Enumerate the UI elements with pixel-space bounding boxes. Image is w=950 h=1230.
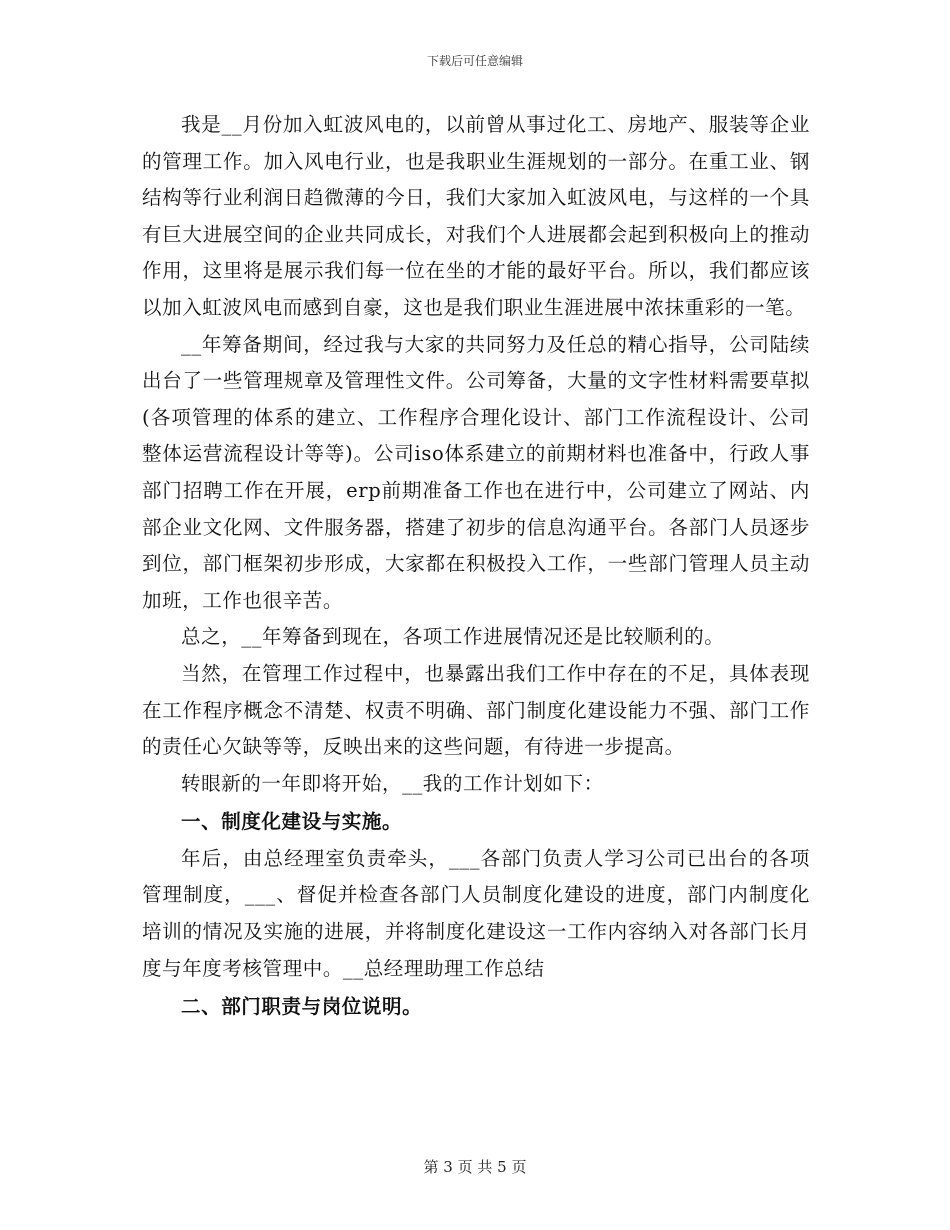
section-heading-2: 二、部门职责与岗位说明。	[181, 995, 423, 1019]
paragraph-system-building: 年后，由总经理室负责牵头，___各部门负责人学习公司已出台的各项管理制度，___、督促并检查各部门人员制度化建设的进度，部门内制度化培训的情况及实施的进展，并将制度化建设这一工作内容纳入对各部门长月度与年度考核管理中。__总经理助理工作总结	[142, 846, 810, 980]
paragraph-intro: 我是__月份加入虹波风电的，以前曾从事过化工、房地产、服装等企业的管理工作。加入风电行业，也是我职业生涯规划的一部分。在重工业、钢结构等行业利润日趋微薄的今日，我们大家加入虹波风电，与这样的一个具有巨大进展空间的企业共同成长，对我们个人进展都会起到积极向上的推动作用，这里将是展示我们每一位在坐的才能的最好平台。所以，我们都应该以加入虹波风电而感到自豪，这也是我们职业生涯进展中浓抹重彩的一笔。	[142, 113, 810, 319]
document-body	[142, 107, 810, 1026]
page-header: 下载后可任意编辑	[426, 54, 523, 68]
paragraph-summary: 总之，__年筹备到现在，各项工作进展情况还是比较顺利的。	[181, 625, 725, 649]
section-heading-1: 一、制度化建设与实施。	[181, 810, 403, 834]
paragraph-preparation: __年筹备期间，经过我与大家的共同努力及任总的精心指导，公司陆续出台了一些管理规章及管理性文件。公司筹备，大量的文字性材料需要草拟(各项管理的体系的建立、工作程序合理化设计、部门工作流程设计、公司整体运营流程设计等等)。公司iso体系建立的前期材料也准备中，行政人事部门招聘工作在开展，erp前期准备工作也在进行中，公司建立了网站、内部企业文化网、文件服务器，搭建了初步的信息沟通平台。各部门人员逐步到位，部门框架初步形成，大家都在积极投入工作，一些部门管理人员主动加班，工作也很辛苦。	[142, 332, 810, 612]
page-footer: 第 3 页 共 5 页	[423, 1158, 527, 1176]
paragraph-plan-intro: 转眼新的一年即将开始，__我的工作计划如下：	[181, 771, 604, 795]
paragraph-shortcomings: 当然，在管理工作过程中，也暴露出我们工作中存在的不足，具体表现在工作程序概念不清楚、权责不明确、部门制度化建设能力不强、部门工作的责任心欠缺等等，反映出来的这些问题，有待进一步提高。	[142, 661, 810, 759]
